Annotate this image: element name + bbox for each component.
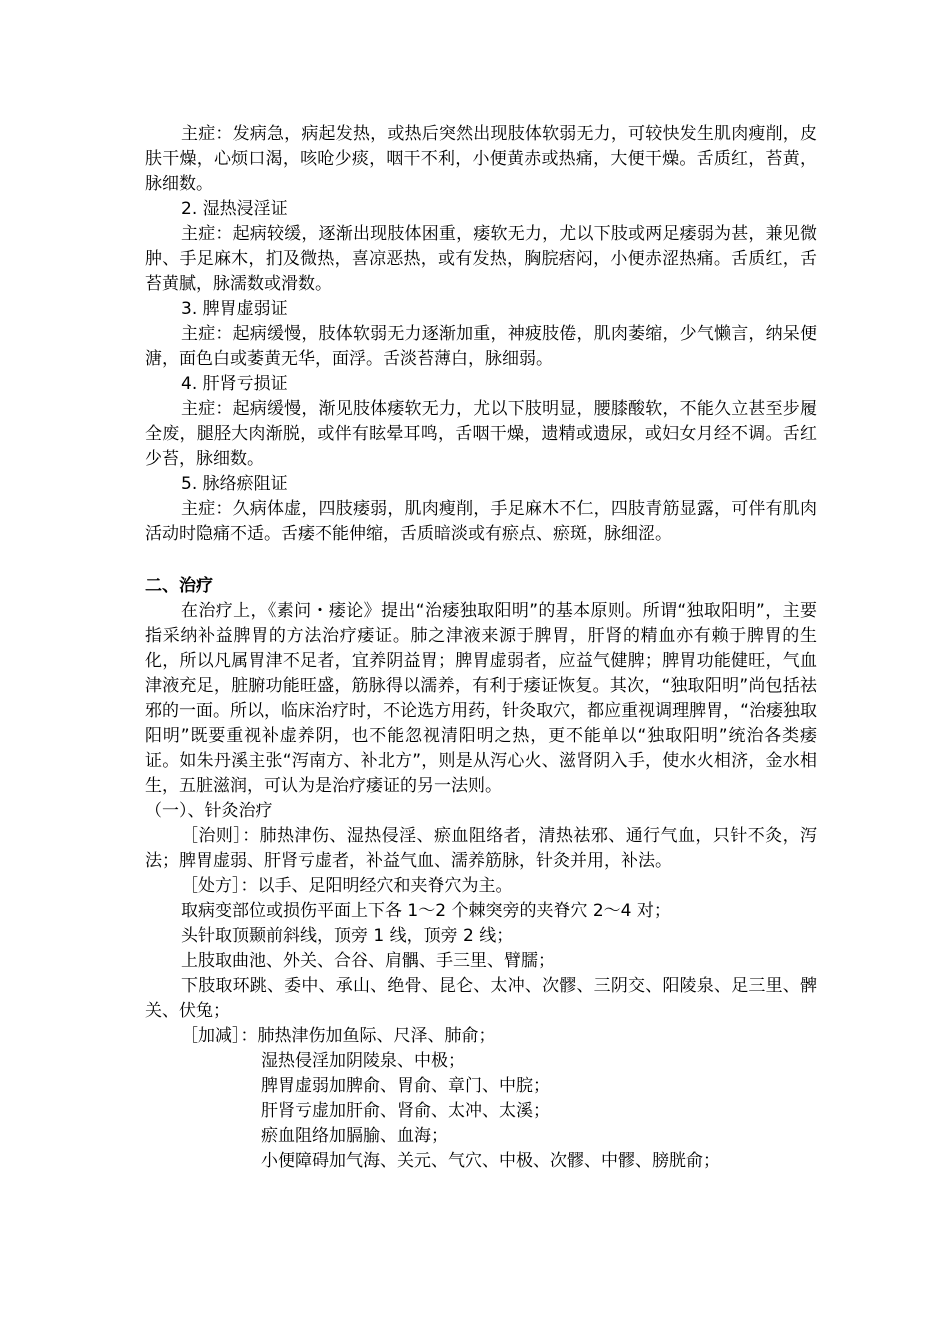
point-line: 取病变部位或损伤平面上下各 1～2 个棘突旁的夹脊穴 2～4 对；	[181, 901, 671, 921]
treatment-heading: 二、治疗	[145, 576, 213, 596]
syndrome-2-title: 2. 湿热浸淫证	[181, 199, 288, 219]
syndrome-5-title: 5. 脉络瘀阻证	[181, 474, 288, 494]
modification-line: 脾胃虚弱加脾俞、胃俞、章门、中脘；	[261, 1076, 550, 1096]
treatment-principle: ［治则］：肺热津伤、湿热侵淫、瘀血阻络者，清热祛邪、通行气血，只针不灸，泻法；脾胃虚弱、肝肾亏虚者，补益气血、濡养筋脉，针灸并用，补法。	[145, 826, 817, 871]
syndrome-1-main: 主症：发病急，病起发热，或热后突然出现肢体软弱无力，可较快发生肌肉瘦削，皮肤干燥，心烦口渴，咳呛少痰，咽干不利，小便黄赤或热痛，大便干燥。舌质红，苔黄，脉细数。	[145, 124, 817, 194]
syndrome-5-main: 主症：久病体虚，四肢痿弱，肌肉瘦削，手足麻木不仁，四肢青筋显露，可伴有肌肉活动时隐痛不适。舌痿不能伸缩，舌质暗淡或有瘀点、瘀斑，脉细涩。	[145, 499, 817, 544]
modification-line: 小便障碍加气海、关元、气穴、中极、次髎、中髎、膀胱俞；	[261, 1151, 720, 1171]
syndrome-3-title: 3. 脾胃虚弱证	[181, 299, 288, 319]
acupuncture-subheading: （一）、针灸治疗	[145, 801, 273, 821]
treatment-intro: 在治疗上，《素问・痿论》提出“治痿独取阳明”的基本原则。所谓“独取阳明”，主要指采纳补益脾胃的方法治疗痿证。肺之津液来源于脾胃，肝肾的精血亦有赖于脾胃的生化，所以凡属胃津不足者，宜养阴益胃；脾胃虚弱者，应益气健脾；脾胃功能健旺，气血津液充足，脏腑功能旺盛，筋脉得以濡养，有利于痿证恢复。其次，“独取阳明”尚包括祛邪的一面。所以，临床治疗时，不论选方用药，针灸取穴，都应重视调理脾胃，“治痿独取阳明”既要重视补虚养阴，也不能忽视清阳明之热，更不能单以“独取阳明”统治各类痿证。如朱丹溪主张“泻南方、补北方”，则是从泻心火、滋肾阴入手，使水火相济，金水相生，五脏滋润，可认为是治疗痿证的另一法则。	[145, 601, 817, 796]
syndrome-4-title: 4. 肝肾亏损证	[181, 374, 288, 394]
section-spacer	[145, 547, 817, 574]
prescription: ［处方］：以手、足阳明经穴和夹脊穴为主。	[181, 876, 513, 896]
modification-line: 瘀血阻络加膈腧、血海；	[261, 1126, 448, 1146]
syndrome-3-main: 主症：起病缓慢，肢体软弱无力逐渐加重，神疲肢倦，肌肉萎缩，少气懒言，纳呆便溏，面色白或萎黄无华，面浮。舌淡苔薄白，脉细弱。	[145, 324, 817, 369]
document-page	[145, 122, 817, 1174]
syndrome-4-main: 主症：起病缓慢，渐见肢体痿软无力，尤以下肢明显，腰膝酸软，不能久立甚至步履全废，腿胫大肉渐脱，或伴有眩晕耳鸣，舌咽干燥，遗精或遗尿，或妇女月经不调。舌红少苔，脉细数。	[145, 399, 817, 469]
modification-line: 湿热侵淫加阴陵泉、中极；	[261, 1051, 465, 1071]
point-line: 头针取顶颞前斜线，顶旁 1 线，顶旁 2 线；	[181, 926, 514, 946]
modification-line: 肝肾亏虚加肝俞、肾俞、太冲、太溪；	[261, 1101, 550, 1121]
point-line: 上肢取曲池、外关、合谷、肩髃、手三里、臂臑；	[181, 951, 555, 971]
syndrome-2-main: 主症：起病较缓，逐渐出现肢体困重，痿软无力，尤以下肢或两足痿弱为甚，兼见微肿、手足麻木，扪及微热，喜凉恶热，或有发热，胸脘痞闷，小便赤涩热痛。舌质红，舌苔黄腻，脉濡数或滑数。	[145, 224, 817, 294]
modifications-first: ［加减］：肺热津伤加鱼际、尺泽、肺俞；	[181, 1026, 496, 1046]
point-line: 下肢取环跳、委中、承山、绝骨、昆仑、太冲、次髎、三阴交、阳陵泉、足三里、髀关、伏兔；	[145, 976, 817, 1021]
